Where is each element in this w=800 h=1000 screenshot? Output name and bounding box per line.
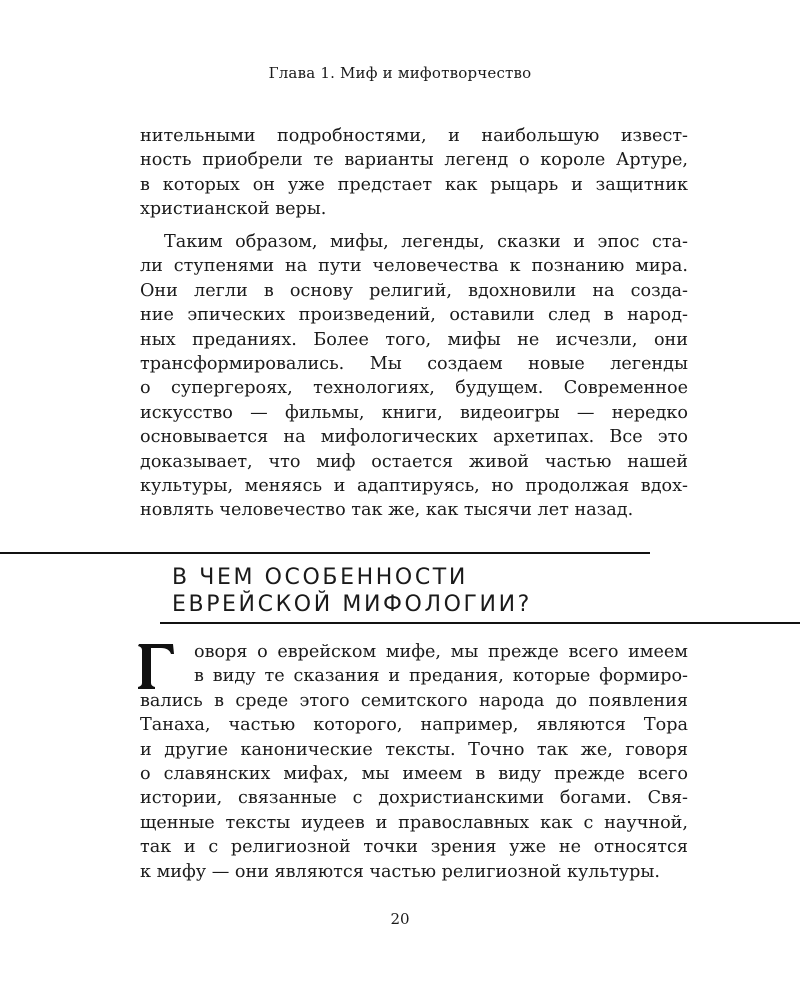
text-line: к мифу — они являются частью религиозной культуры. [140,861,661,882]
text-line: культуры, меняясь и адаптируясь, но продолжая вдох- [140,475,688,496]
text-line: Танаха, частью которого, например, являются Тора [140,715,688,736]
running-header: Глава 1. Миф и мифотворчество [268,64,532,82]
text-line: Таким образом, мифы, легенды, сказки и эпос ста- [164,232,688,252]
text-line: в которых он уже предстает как рыцарь и защитник [140,174,688,195]
text-line: о супергероях, технологиях, будущем. Современное [140,378,688,399]
text-line: вались в среде этого семитского народа до появления [140,690,688,711]
text-line: доказывает, что миф остается живой частью нашей [140,451,688,472]
text-line: новлять человечество так же, как тысячи лет назад. [140,500,634,521]
text-line: нительными подробностями, и наибольшую извест- [140,126,688,146]
text-line: Они легли в основу религий, вдохновили на созда- [140,280,688,301]
text-line: ных преданиях. Более того, мифы не исчезли, они [140,329,688,350]
text-line: так и с религиозной точки зрения уже не относятся [140,837,688,858]
text-line: о славянских мифах, мы имеем в виду прежде всего [140,763,688,784]
text-line: искусство — фильмы, книги, видеоигры — нередко [140,402,688,423]
text-line: трансформировались. Мы создаем новые легенды [140,353,688,374]
text-line: ность приобрели те варианты легенд о короле Артуре, [140,150,688,171]
text-line: основывается на мифологических архетипах. Все это [140,427,688,448]
text-line: в виду те сказания и предания, которые формиро- [194,666,688,687]
text-line: ние эпических произведений, оставили след в народ- [140,305,688,326]
text-line: щенные тексты иудеев и православных как с научной, [140,812,688,833]
text-line: истории, связанные с дохристианскими богами. Свя- [140,788,688,809]
body-paragraph-2 [140,230,688,523]
text-line: ли ступенями на пути человечества к познанию мира. [140,256,688,277]
section-heading-line: ЕВРЕЙСКОЙ МИФОЛОГИИ? [172,592,532,617]
body-paragraph-3 [140,640,688,884]
text-line: оворя о еврейском мифе, мы прежде всего имеем [194,642,688,662]
section-heading [172,564,532,618]
heading-rule-top [0,552,650,554]
section-heading-line: В ЧЕМ ОСОБЕННОСТИ [172,565,468,590]
text-line: и другие канонические тексты. Точно так же, говоря [140,739,688,760]
page-number: 20 [390,910,410,928]
body-paragraph-1 [140,124,688,222]
heading-rule-bottom [160,622,800,624]
text-line: христианской веры. [140,199,327,220]
